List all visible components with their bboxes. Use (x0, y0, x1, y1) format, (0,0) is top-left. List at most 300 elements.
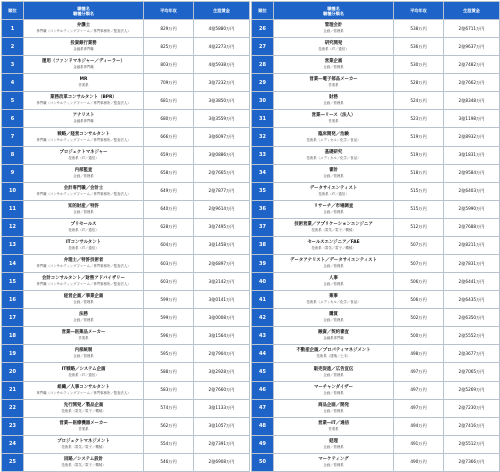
lifetime-earnings-cell: 2億6897万円 (194, 255, 250, 273)
rank-cell: 33 (252, 146, 274, 164)
rank-cell: 6 (2, 110, 24, 128)
lifetime-earnings-cell: 2億7877万円 (194, 182, 250, 200)
annual-salary-cell: 574万円 (144, 399, 194, 417)
job-category: 企画／管理系 (323, 318, 344, 323)
job-cell (274, 38, 394, 56)
rank-cell: 15 (2, 273, 24, 291)
table-row (2, 453, 250, 471)
job-title: 融資／契約審査 (318, 330, 349, 336)
job-cell (24, 399, 144, 417)
job-title: 販売促進／広告宣伝 (313, 366, 354, 372)
ranking-table-left (1, 1, 250, 472)
rank-cell: 19 (2, 345, 24, 363)
table-row (252, 255, 500, 273)
job-title: 営業―IT／通信 (318, 420, 349, 426)
annual-salary-cell: 518万円 (394, 164, 444, 182)
table-row (252, 327, 500, 345)
job-category: 企画／管理系 (73, 173, 94, 178)
job-title: 臨床開発／治験 (318, 131, 349, 137)
header-job (24, 2, 144, 20)
table-row (252, 453, 500, 471)
job-cell (24, 417, 144, 435)
job-cell (274, 273, 394, 291)
job-title: アナリスト (72, 113, 95, 119)
job-title: 薬事 (329, 294, 338, 300)
header-job-category: 職種分類名 (73, 10, 94, 16)
rank-cell: 32 (252, 128, 274, 146)
annual-salary-cell: 596万円 (144, 327, 194, 345)
rank-cell: 18 (2, 327, 24, 345)
job-category: 企画／管理系 (323, 101, 344, 106)
lifetime-earnings-cell: 4億2273万円 (194, 38, 250, 56)
annual-salary-cell: 538万円 (394, 20, 444, 38)
job-cell (274, 146, 394, 164)
job-category: 企画／管理系 (73, 300, 94, 305)
job-cell (24, 453, 144, 471)
job-cell (24, 74, 144, 92)
job-cell (24, 435, 144, 453)
annual-salary-cell: 500万円 (394, 327, 444, 345)
job-category: 企画／管理系 (323, 462, 344, 467)
lifetime-earnings-cell: 2億9637万円 (444, 38, 500, 56)
job-category: 営業系 (78, 336, 89, 341)
lifetime-earnings-cell: 2億5269万円 (444, 381, 500, 399)
rank-cell: 35 (252, 182, 274, 200)
rank-cell: 1 (2, 20, 24, 38)
rank-cell: 31 (252, 110, 274, 128)
lifetime-earnings-cell: 2億6435万円 (444, 291, 500, 309)
job-title: プロジェクトマネジャー (59, 149, 108, 155)
table-row (252, 291, 500, 309)
job-category: 企画／管理系 (323, 209, 344, 214)
job-title: 購買 (329, 312, 338, 318)
job-title: 基礎研究 (324, 149, 343, 155)
job-title: 営業企画 (324, 59, 343, 65)
lifetime-earnings-cell: 2億6908万円 (194, 453, 250, 471)
table-row (252, 273, 500, 291)
lifetime-earnings-cell: 3億7495万円 (194, 218, 250, 236)
table-row (252, 56, 500, 74)
table-row (252, 417, 500, 435)
ranking-rows-right (252, 20, 500, 472)
annual-salary-cell: 649万円 (144, 182, 194, 200)
job-category: 金融系専門職 (323, 336, 344, 341)
job-category: 技術系（IT／通信） (318, 191, 349, 196)
annual-salary-cell: 490万円 (394, 453, 444, 471)
rank-cell: 39 (252, 255, 274, 273)
job-cell (274, 92, 394, 110)
job-title: 営業―医療機器メーカー (59, 420, 108, 426)
job-title: 経営企画／事業企画 (63, 294, 104, 300)
job-category: 専門職（コンサルティングファーム／専門事務所／監査法人） (36, 191, 131, 196)
ranking-table-right (251, 1, 500, 472)
table-row (2, 345, 250, 363)
table-row (252, 182, 500, 200)
table-row (2, 56, 250, 74)
annual-salary-cell: 536万円 (394, 38, 444, 56)
job-category: 専門職（コンサルティングファーム／専門事務所／監査法人） (36, 264, 131, 269)
lifetime-earnings-cell: 2億7482万円 (444, 56, 500, 74)
job-category: 企画／管理系 (323, 173, 344, 178)
job-cell (274, 399, 394, 417)
job-cell (24, 218, 144, 236)
job-cell (274, 291, 394, 309)
job-title: 管理会計 (324, 23, 343, 29)
table-row (2, 92, 250, 110)
rank-cell: 24 (2, 435, 24, 453)
job-cell (274, 182, 394, 200)
table-row (252, 74, 500, 92)
rank-cell: 43 (252, 327, 274, 345)
job-category: 技術系（電気／電子／機械） (61, 408, 106, 413)
job-cell (274, 218, 394, 236)
annual-salary-cell: 498万円 (394, 345, 444, 363)
rank-cell: 40 (252, 273, 274, 291)
rank-cell: 27 (252, 38, 274, 56)
rank-cell: 5 (2, 92, 24, 110)
job-title: データアナリスト／データサイエンティスト (290, 258, 377, 264)
table-row (2, 20, 250, 38)
rank-cell: 10 (2, 182, 24, 200)
rank-cell: 23 (2, 417, 24, 435)
job-title: 営業―医薬品メーカー (61, 330, 106, 336)
table-row (252, 110, 500, 128)
lifetime-earnings-cell: 2億7065万円 (444, 363, 500, 381)
job-category: 企画／管理系 (323, 65, 344, 70)
job-category: 営業系 (78, 83, 89, 88)
job-category: 技術系（IT／通信） (68, 245, 99, 250)
table-row (252, 92, 500, 110)
job-cell (274, 110, 394, 128)
table-row (2, 236, 250, 254)
job-category: 企画／管理系 (73, 354, 94, 359)
annual-salary-cell: 666万円 (144, 128, 194, 146)
job-cell (24, 363, 144, 381)
job-title: 運用（ファンドマネジャー／ディーラー） (42, 59, 125, 65)
header-job-title: 職種名 (77, 5, 90, 11)
job-category: 金融系専門職 (73, 65, 94, 70)
job-category: 企画／管理系 (323, 264, 344, 269)
lifetime-earnings-cell: 2億7230万円 (444, 399, 500, 417)
lifetime-earnings-cell: 2億5512万円 (444, 435, 500, 453)
job-title: 会計コンサルタント／財務アドバイザリー (42, 276, 125, 282)
job-cell (24, 255, 144, 273)
job-cell (274, 309, 394, 327)
table-row (2, 74, 250, 92)
table-row (252, 309, 500, 327)
table-row (2, 128, 250, 146)
rank-cell: 7 (2, 128, 24, 146)
lifetime-earnings-cell: 3億1564万円 (194, 327, 250, 345)
job-cell (274, 345, 394, 363)
job-title: 審計 (329, 167, 338, 173)
rank-cell: 30 (252, 92, 274, 110)
job-title: IT戦略／システム企画 (61, 366, 106, 372)
job-title: データサイエンティスト (309, 185, 358, 191)
job-category: 専門職（コンサルティングファーム／専門事務所／監査法人） (36, 390, 131, 395)
job-cell (24, 128, 144, 146)
annual-salary-cell: 546万円 (144, 453, 194, 471)
rank-cell: 50 (252, 453, 274, 471)
annual-salary-cell: 506万円 (394, 291, 444, 309)
annual-salary-cell: 519万円 (394, 128, 444, 146)
table-row (2, 291, 250, 309)
job-cell (24, 110, 144, 128)
annual-salary-cell: 640万円 (144, 200, 194, 218)
lifetime-earnings-cell: 3億1458万円 (194, 236, 250, 254)
lifetime-earnings-cell: 2億6350万円 (444, 309, 500, 327)
table-row (2, 435, 250, 453)
table-row (252, 345, 500, 363)
job-category: 専門職（コンサルティングファーム／専門事務所／監査法人） (36, 282, 131, 287)
job-title: 知的財産／特許 (68, 203, 99, 209)
header-job (274, 2, 394, 20)
job-category: 技術系（建築／土木） (316, 354, 351, 359)
job-cell (274, 435, 394, 453)
job-cell (274, 20, 394, 38)
rank-cell: 26 (252, 20, 274, 38)
annual-salary-cell: 515万円 (394, 182, 444, 200)
rank-cell: 16 (2, 291, 24, 309)
rank-cell: 44 (252, 345, 274, 363)
job-category: 営業系 (328, 426, 339, 431)
job-category: 技術系（IT／通信） (68, 155, 99, 160)
table-row (252, 236, 500, 254)
rank-cell: 3 (2, 56, 24, 74)
job-title: 先行開発／製品企画 (63, 402, 104, 408)
job-title: 投資銀行業務 (70, 41, 97, 47)
job-cell (274, 381, 394, 399)
annual-salary-cell: 515万円 (394, 200, 444, 218)
lifetime-earnings-cell: 2億7831万円 (444, 255, 500, 273)
table-row (2, 218, 250, 236)
job-cell (24, 236, 144, 254)
annual-salary-cell: 680万円 (144, 110, 194, 128)
job-cell (274, 128, 394, 146)
rank-cell: 17 (2, 309, 24, 327)
annual-salary-cell: 595万円 (144, 345, 194, 363)
annual-salary-cell: 659万円 (144, 146, 194, 164)
rank-cell: 37 (252, 218, 274, 236)
table-row (2, 255, 250, 273)
annual-salary-cell: 829万円 (144, 20, 194, 38)
table-row (2, 200, 250, 218)
lifetime-earnings-cell: 3億3850万円 (194, 92, 250, 110)
table-row (252, 363, 500, 381)
job-cell (274, 255, 394, 273)
rank-cell: 22 (2, 399, 24, 417)
job-category: 企画／管理系 (323, 390, 344, 395)
job-cell (24, 38, 144, 56)
header-rank: 順位 (2, 2, 24, 20)
job-cell (24, 182, 144, 200)
job-category: 営業系 (78, 426, 89, 431)
job-title: リサーチ／市場調査 (313, 203, 354, 209)
annual-salary-cell: 603万円 (144, 255, 194, 273)
lifetime-earnings-cell: 2億8348万円 (444, 92, 500, 110)
table-row (2, 110, 250, 128)
job-title: 組織／人事コンサルタント (57, 384, 110, 390)
job-category: 技術系（電気／電子／機械） (61, 462, 106, 467)
job-cell (274, 327, 394, 345)
job-cell (24, 273, 144, 291)
table-row (2, 327, 250, 345)
table-row (2, 182, 250, 200)
table-row (252, 146, 500, 164)
annual-salary-cell: 599万円 (144, 291, 194, 309)
job-title: 人事 (329, 276, 338, 282)
lifetime-earnings-cell: 2億7662万円 (444, 74, 500, 92)
lifetime-earnings-cell: 2億5552万円 (444, 327, 500, 345)
annual-salary-cell: 628万円 (144, 218, 194, 236)
job-category: 技術系（メディカル／化学／食品） (306, 300, 361, 305)
job-cell (24, 92, 144, 110)
table-row (2, 363, 250, 381)
annual-salary-cell: 803万円 (144, 56, 194, 74)
rank-cell: 25 (2, 453, 24, 471)
rank-cell: 46 (252, 381, 274, 399)
lifetime-earnings-cell: 4億5880万円 (194, 20, 250, 38)
job-title: プリセールス (70, 221, 97, 227)
lifetime-earnings-cell: 2億7391万円 (194, 435, 250, 453)
job-title: 技術営業／アプリケーションエンジニア (294, 221, 373, 227)
job-title: 弁護士 (76, 23, 91, 29)
lifetime-earnings-cell: 2億6403万円 (444, 182, 500, 200)
rank-cell: 41 (252, 291, 274, 309)
job-title: 内部統制 (74, 348, 93, 354)
header-row (2, 2, 250, 20)
lifetime-earnings-cell: 3億2142万円 (194, 273, 250, 291)
table-row (252, 164, 500, 182)
job-cell (24, 291, 144, 309)
lifetime-earnings-cell: 2億7688万円 (444, 218, 500, 236)
table-row (2, 417, 250, 435)
job-cell (274, 200, 394, 218)
annual-salary-cell: 491万円 (394, 435, 444, 453)
annual-salary-cell: 506万円 (394, 273, 444, 291)
rank-cell: 20 (2, 363, 24, 381)
rank-cell: 49 (252, 435, 274, 453)
lifetime-earnings-cell: 3億1057万円 (194, 417, 250, 435)
job-category: 営業系 (328, 119, 339, 124)
rank-cell: 48 (252, 417, 274, 435)
table-row (252, 200, 500, 218)
rank-cell: 28 (252, 56, 274, 74)
job-title: MR (79, 77, 88, 83)
annual-salary-cell: 825万円 (144, 38, 194, 56)
job-cell (274, 236, 394, 254)
header-lifetime-earnings: 生涯賃金 (194, 2, 250, 20)
lifetime-earnings-cell: 2億7665万円 (194, 164, 250, 182)
table-row (2, 399, 250, 417)
annual-salary-cell: 599万円 (144, 309, 194, 327)
job-title: 商品企画／開発 (318, 402, 349, 408)
rank-cell: 8 (2, 146, 24, 164)
rank-cell: 38 (252, 236, 274, 254)
annual-salary-cell: 507万円 (394, 255, 444, 273)
lifetime-earnings-cell: 3億0886万円 (194, 146, 250, 164)
rank-cell: 4 (2, 74, 24, 92)
job-title: 財務 (329, 95, 338, 101)
lifetime-earnings-cell: 2億9614万円 (194, 200, 250, 218)
job-title: プロジェクトマネジメント (57, 438, 110, 444)
rank-cell: 13 (2, 236, 24, 254)
job-title: 会計専門職／会計士 (63, 185, 104, 191)
job-title: 戦略／経営コンサルタント (57, 131, 110, 137)
rank-cell: 42 (252, 309, 274, 327)
lifetime-earnings-cell: 2億6711万円 (444, 20, 500, 38)
annual-salary-cell: 507万円 (394, 236, 444, 254)
lifetime-earnings-cell: 3億3559万円 (194, 110, 250, 128)
annual-salary-cell: 494万円 (394, 417, 444, 435)
header-lifetime-earnings: 生涯賃金 (444, 2, 500, 20)
lifetime-earnings-cell: 3億0141万円 (194, 291, 250, 309)
job-category: 専門職（コンサルティングファーム／専門事務所／監査法人） (36, 29, 131, 34)
annual-salary-cell: 562万円 (144, 417, 194, 435)
job-cell (274, 56, 394, 74)
annual-salary-cell: 497万円 (394, 399, 444, 417)
job-title: 研究開発 (324, 41, 343, 47)
job-category: 企画／管理系 (73, 318, 94, 323)
annual-salary-cell: 524万円 (394, 92, 444, 110)
table-row (2, 273, 250, 291)
job-category: 技術系（IT／通信） (68, 372, 99, 377)
rank-cell: 21 (2, 381, 24, 399)
header-row (252, 2, 500, 20)
job-title: 内部監査 (74, 167, 93, 173)
lifetime-earnings-cell: 3億1198万円 (444, 110, 500, 128)
table-row (2, 38, 250, 56)
lifetime-earnings-cell: 3億1133万円 (194, 399, 250, 417)
job-category: 金融系専門職 (73, 119, 94, 124)
job-cell (274, 363, 394, 381)
job-cell (24, 146, 144, 164)
job-category: 技術系（メディカル／化学／食品） (306, 137, 361, 142)
job-category: 企画／管理系 (323, 282, 344, 287)
job-cell (24, 345, 144, 363)
job-cell (274, 417, 394, 435)
header-job-category: 職種分類名 (323, 10, 344, 16)
lifetime-earnings-cell: 3億7232万円 (194, 74, 250, 92)
job-cell (274, 164, 394, 182)
annual-salary-cell: 502万円 (394, 309, 444, 327)
job-cell (24, 164, 144, 182)
annual-salary-cell: 554万円 (144, 435, 194, 453)
job-cell (24, 327, 144, 345)
annual-salary-cell: 530万円 (394, 56, 444, 74)
lifetime-earnings-cell: 2億7366万円 (444, 453, 500, 471)
job-title: セールスエンジニア／FAE (307, 239, 360, 245)
rank-cell: 11 (2, 200, 24, 218)
job-category: 企画／管理系 (73, 209, 94, 214)
lifetime-earnings-cell: 2億8932万円 (444, 128, 500, 146)
job-cell (24, 56, 144, 74)
job-category: 金融系専門職 (73, 47, 94, 52)
table-row (2, 146, 250, 164)
job-cell (24, 309, 144, 327)
annual-salary-cell: 681万円 (144, 92, 194, 110)
header-annual-salary: 平均年収 (394, 2, 444, 20)
annual-salary-cell: 658万円 (144, 164, 194, 182)
job-title: 営業―リース（法人） (311, 113, 356, 119)
rank-cell: 47 (252, 399, 274, 417)
ranking-rows-left (2, 20, 250, 472)
job-category: 技術系（IT／通信） (318, 47, 349, 52)
lifetime-earnings-cell: 2億7660万円 (194, 381, 250, 399)
lifetime-earnings-cell: 3億1831万円 (444, 146, 500, 164)
job-title: マーケティング (318, 456, 349, 462)
lifetime-earnings-cell: 3億6097万円 (194, 128, 250, 146)
